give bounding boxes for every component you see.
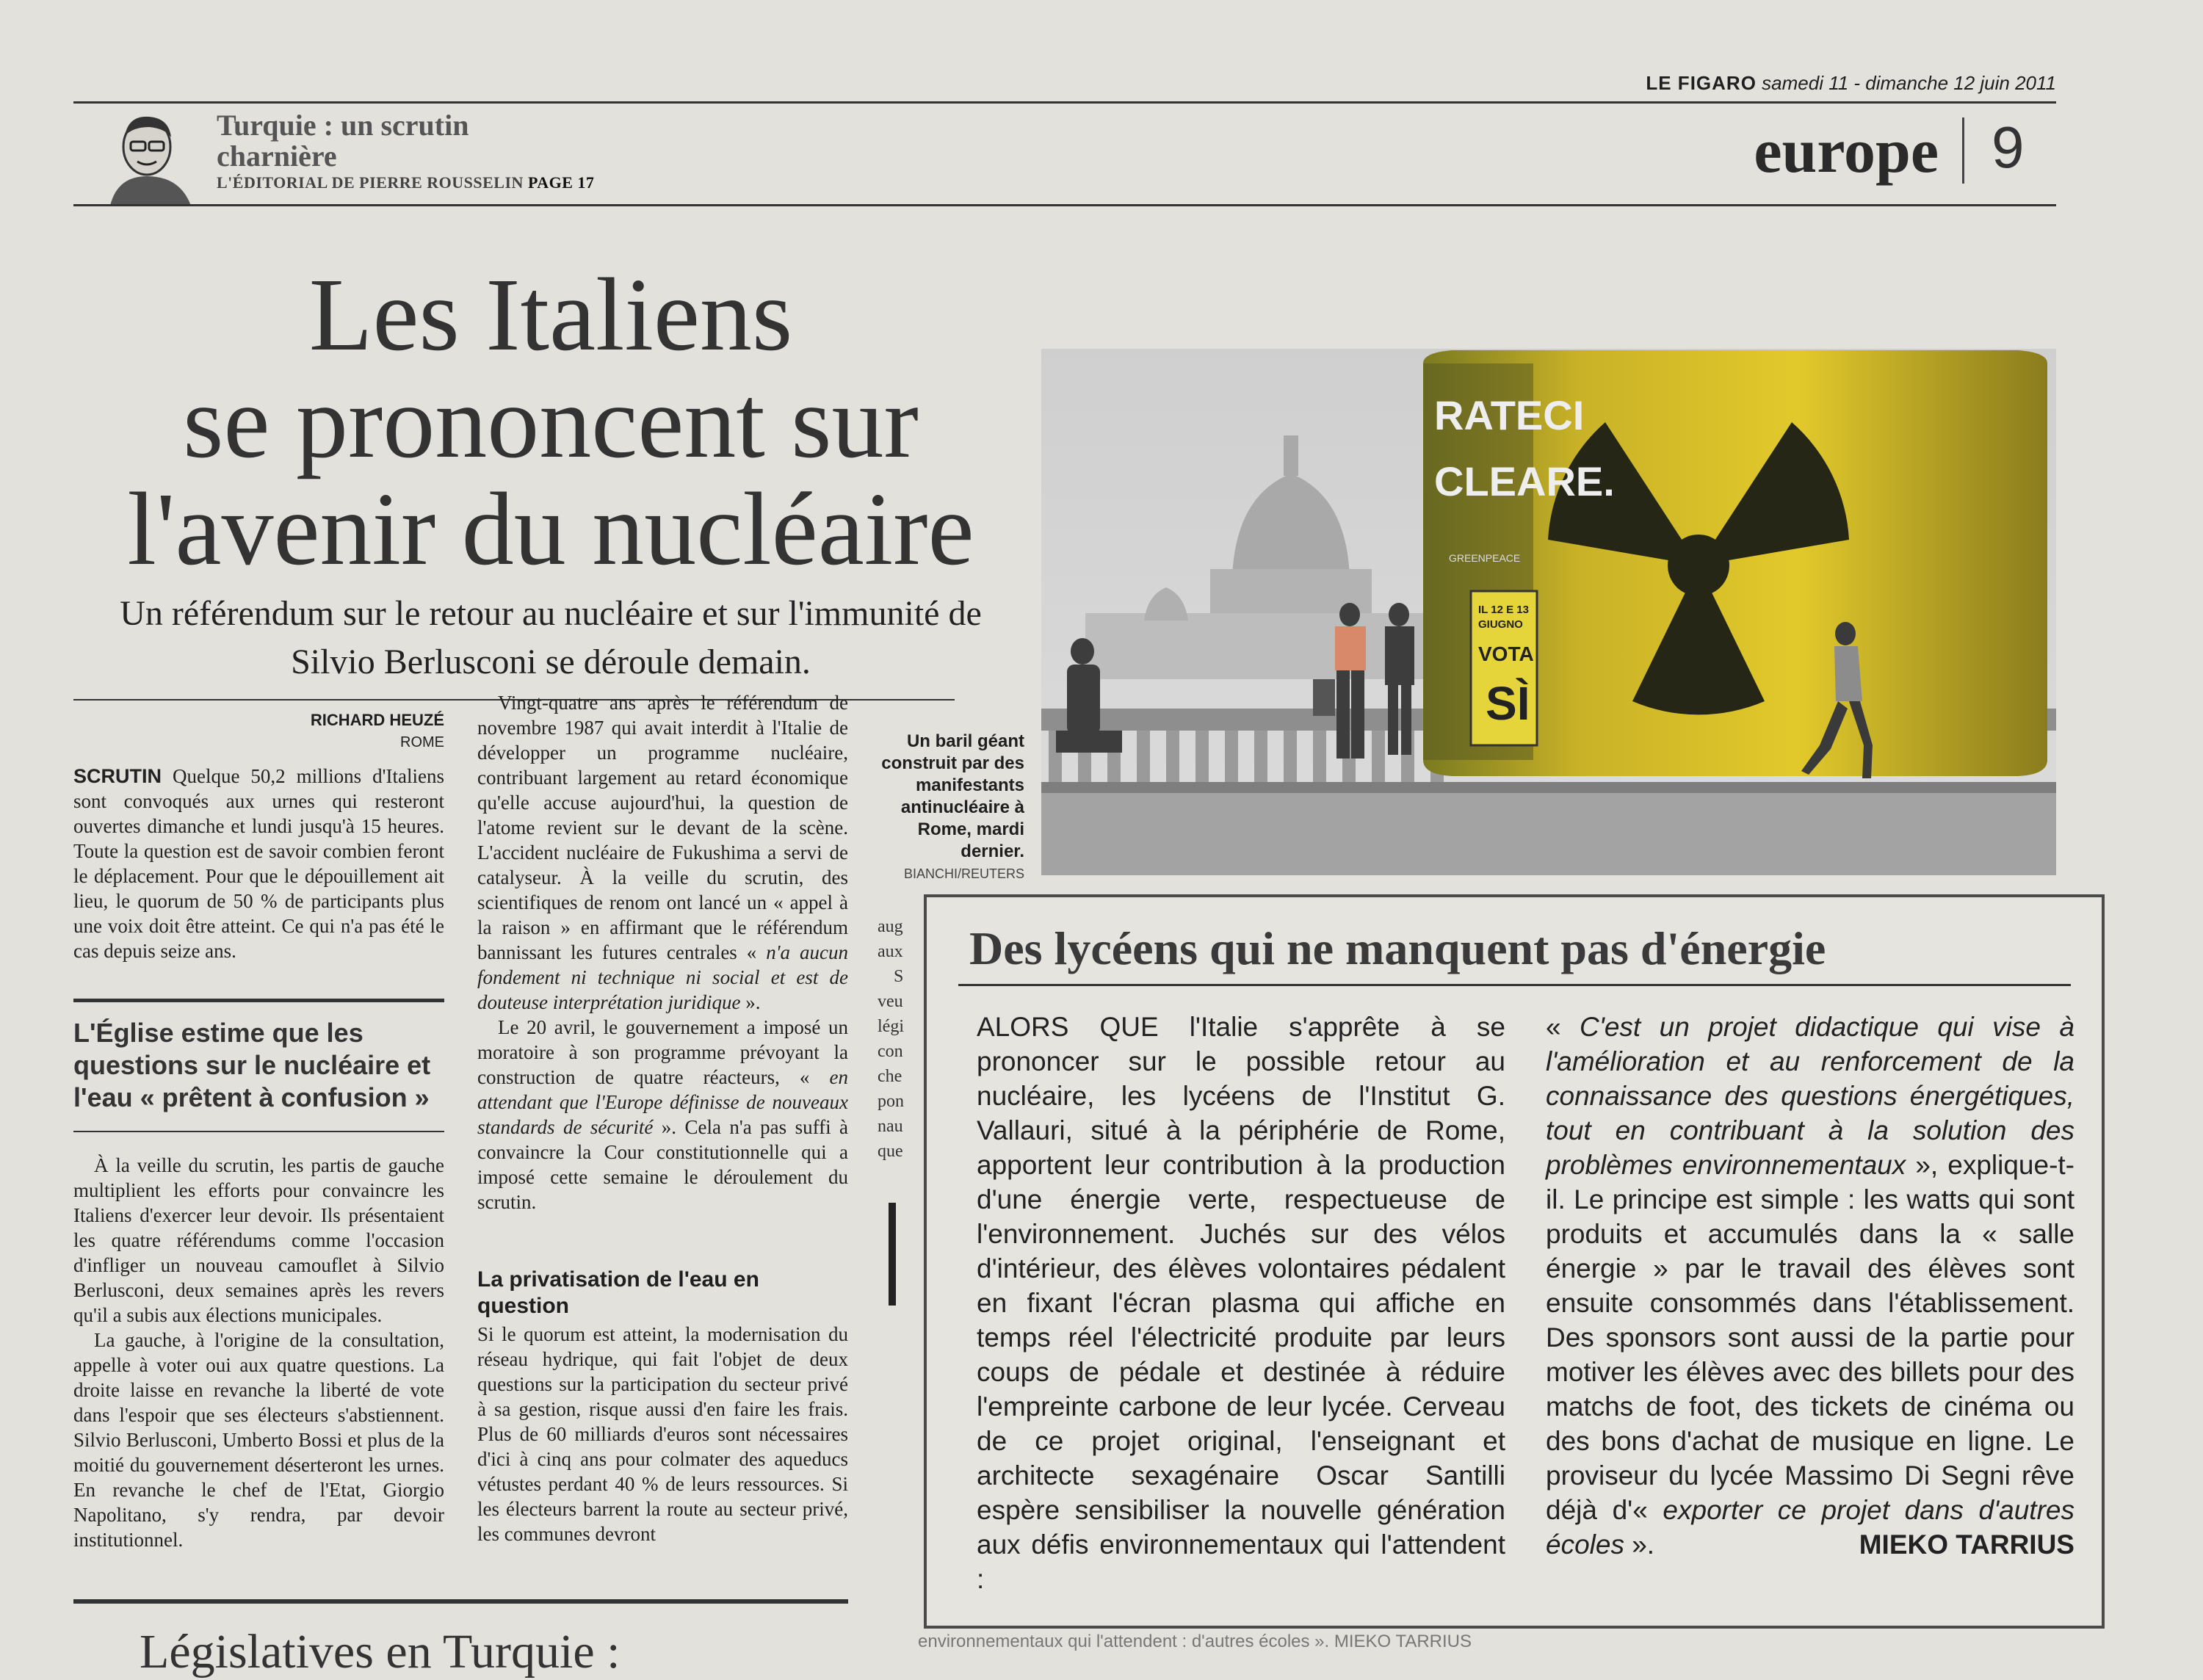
photo-credit: BIANCHI/REUTERS (903, 866, 1024, 881)
sign-text: GIUGNO (1478, 618, 1523, 631)
dateline-location: ROME (400, 734, 444, 750)
teaser-title[interactable]: Turquie : un scrutin charnière (217, 109, 469, 173)
headline-line: Les Italiens (308, 256, 793, 372)
fragment-word: nau (878, 1117, 903, 1136)
article-paragraph: La gauche, à l'origine de la consultation, appelle à voter oui aux quatre questions. La droite laisse en revanche la liberté de vote dans l'espoir que ses électeurs s'abstiennent. Silvio Berlusconi, Umberto Bossi et plus de la moitié du gouvernement déserteront les urnes. En revanche le chef de l'Etat, Giorgio Napolitano, s'y rendra, par devoir institutionnel. (73, 1329, 444, 1551)
fragment-word: aux (878, 942, 903, 961)
next-article-headline: Législatives en Turquie : (140, 1625, 621, 1679)
article-subhead: La privatisation de l'eau en question (477, 1267, 759, 1318)
column-fragment (878, 914, 914, 1164)
article-paragraph (477, 690, 848, 1015)
article-headline (73, 256, 1028, 587)
box-quote: C'est un projet didactique qui vise à l'amélioration et au renforcement de la connaissance des questions énergétiques, tout en contribuant à la solution des problèmes environnementaux (1546, 1012, 2075, 1180)
headline-line: l'avenir du nucléaire (127, 471, 974, 587)
barrel-text: RATECI (1434, 392, 1585, 438)
box-accent-bar (889, 1203, 896, 1306)
headline-line: se prononcent sur (183, 363, 919, 479)
article-photo (1041, 349, 2056, 875)
fragment-word: con (878, 1042, 903, 1061)
page-number: 9 (1992, 115, 2025, 180)
article-paragraph (477, 1015, 848, 1214)
sign-text: IL 12 E 13 (1478, 604, 1529, 616)
paragraph-quote: en attendant que l'Europe définisse de nouveaux standards de sécurité (477, 1066, 848, 1138)
box-quote: exporter ce projet dans d'autres écoles (1546, 1495, 2074, 1560)
box-text: « (1546, 1012, 1580, 1042)
fragment-word: pon (878, 1092, 904, 1111)
paragraph-text: ». (740, 991, 761, 1013)
masthead-bottom-rule (73, 204, 2056, 206)
box-title-rule (958, 984, 2071, 986)
fragment-word: che (878, 1067, 902, 1086)
paragraph-text: ». Cela n'a pas suffi à convaincre la Cour constitutionnelle qui a imposé cette semaine le déroulement du scrutin. (477, 1116, 848, 1213)
teaser-author: L'ÉDITORIAL DE PIERRE ROUSSELIN (217, 173, 524, 192)
article-column-1b (73, 1153, 444, 1552)
section-divider (1962, 117, 1964, 184)
teaser-page-ref[interactable]: PAGE 17 (527, 173, 595, 192)
photo-caption: Un baril géant construit par des manifestants antinucléaire à Rome, mardi dernier. (881, 731, 1024, 861)
editorial-portrait (106, 106, 195, 206)
article-standfirst: Un référendum sur le retour au nucléaire et sur l'immunité de Silvio Berlusconi se déroule demain. (120, 594, 982, 681)
article-column-1 (73, 764, 444, 963)
bottom-rule (73, 1599, 848, 1604)
box-lead: ALORS QUE (977, 1012, 1159, 1042)
article-paragraph: À la veille du scrutin, les partis de gauche multiplient les efforts pour convaincre les Italiens d'exercer leur devoir. Ils présentaient les quatre référendums comme l'occasion d'infliger un nouveau camouflet à Silvio Berlusconi, deux semaines après les revers qu'il a subis aux élections municipales. (73, 1154, 444, 1326)
fragment-word: aug (878, 917, 903, 936)
sign-text: VOTA (1478, 642, 1534, 665)
fragment-word: S (894, 967, 904, 986)
box-text: l'Italie s'apprête à se prononcer sur le possible retour au nucléaire, les lycéens de l'Institut G. Vallauri, situé à la périphérie de Rome, apportent leur contribution à la production d'une énergie verte, respectueuse de l'environnement. Juchés sur des vélos d'intérieur, des élèves volontaires pédalent en fixant l'écran plasma qui affiche en temps réel l'électricité produite par leurs coups de pédale et destinée à réduire l'empreinte carbone de leur lycée. Cerveau de ce projet original, l'enseignant et architecte sexagénaire Oscar Santilli espère sensibiliser la nouvelle génération aux défis environnementaux qui l'attendent : (977, 1012, 1505, 1594)
fragment-word: que (878, 1142, 903, 1161)
publication-dateline (1646, 72, 2056, 95)
teaser-byline (217, 173, 594, 192)
box-text: ». (1624, 1529, 1655, 1560)
article-paragraph: Quelque 50,2 millions d'Italiens sont convoqués aux urnes qui resteront ouvertes dimanche et lundi jusqu'à 15 heures. Toute la question est de savoir combien feront le déplacement. Pour que le dépouillement ait lieu, le quorum de 50 % de participants plus une voix doit être atteint. Ce qui n'a pas été le cas depuis seize ans. (73, 765, 444, 962)
subhead-rule (73, 999, 444, 1002)
section-label: europe (1754, 115, 1939, 186)
sign-text: SÌ (1486, 677, 1530, 730)
author-byline: RICHARD HEUZÉ (310, 711, 444, 729)
box-column-left (977, 1010, 1505, 1596)
fragment-word: veu (878, 992, 903, 1011)
box-title: Des lycéens qui ne manquent pas d'énergie (969, 922, 1826, 974)
show-through-text: environnementaux qui l'attendent : d'autres écoles ». MIEKO TARRIUS (918, 1632, 1472, 1651)
paragraph-text: Vingt-quatre ans après le référendum de novembre 1987 qui avait interdit à l'Italie de développer un programme nucléaire, contribuant largement au retard économique qu'elle accuse aujourd'hui, la question de l'atome revient sur le devant de la scène. L'accident nucléaire de Fukushima a servi de catalyseur. À la veille du scrutin, des scientifiques de renom ont lancé un « appel à la raison » en affirmant que le référendum bannissant les futures centrales « (477, 692, 848, 963)
subhead-rule-bottom (73, 1131, 444, 1132)
box-column-right (1546, 1010, 2074, 1562)
box-text: », explique-t-il. Le principe est simple : les watts qui sont produits et accumulés dans la « salle énergie » par le travail des élèves sont ensuite consommés dans l'établissement. Des sponsors sont aussi de la partie pour motiver les élèves avec des billets pour des matchs de foot, des tickets de cinéma ou des bons d'achat de musique en ligne. Le proviseur du lycée Massimo Di Segni rêve déjà d'« (1546, 1150, 2075, 1525)
paragraph-quote: n'a aucun fondement ni technique ni social et est de douteuse interprétation juridique (477, 941, 848, 1013)
barrel-text: CLEARE. (1434, 458, 1615, 504)
box-signature: MIEKO TARRIUS (1859, 1529, 2074, 1560)
article-column-2b: Si le quorum est atteint, la modernisation du réseau hydrique, qui fait l'objet de deux questions sur la participation du secteur privé à sa gestion, risque aussi d'en faire les frais. Plus de 60 milliards d'euros sont nécessaires d'ici à cinq ans pour colmater des aqueducs vétustes perdant 40 % de leurs ressources. Si les électeurs barrent la route au secteur privé, les communes devront (477, 1323, 848, 1545)
publication-name: LE FIGARO (1646, 72, 1757, 94)
article-column-2 (477, 690, 848, 1214)
article-kicker: SCRUTIN (73, 765, 162, 787)
masthead-rule (73, 101, 2056, 104)
barrel-logo-text: GREENPEACE (1449, 552, 1521, 564)
fragment-word: légi (878, 1017, 904, 1036)
paragraph-text: Le 20 avril, le gouvernement a imposé un moratoire à son programme prévoyant la construction de quatre réacteurs, « (477, 1016, 848, 1088)
article-subhead: L'Église estime que les questions sur le nucléaire et l'eau « prêtent à confusion » (73, 1018, 431, 1112)
publication-date: samedi 11 - dimanche 12 juin 2011 (1762, 72, 2056, 94)
